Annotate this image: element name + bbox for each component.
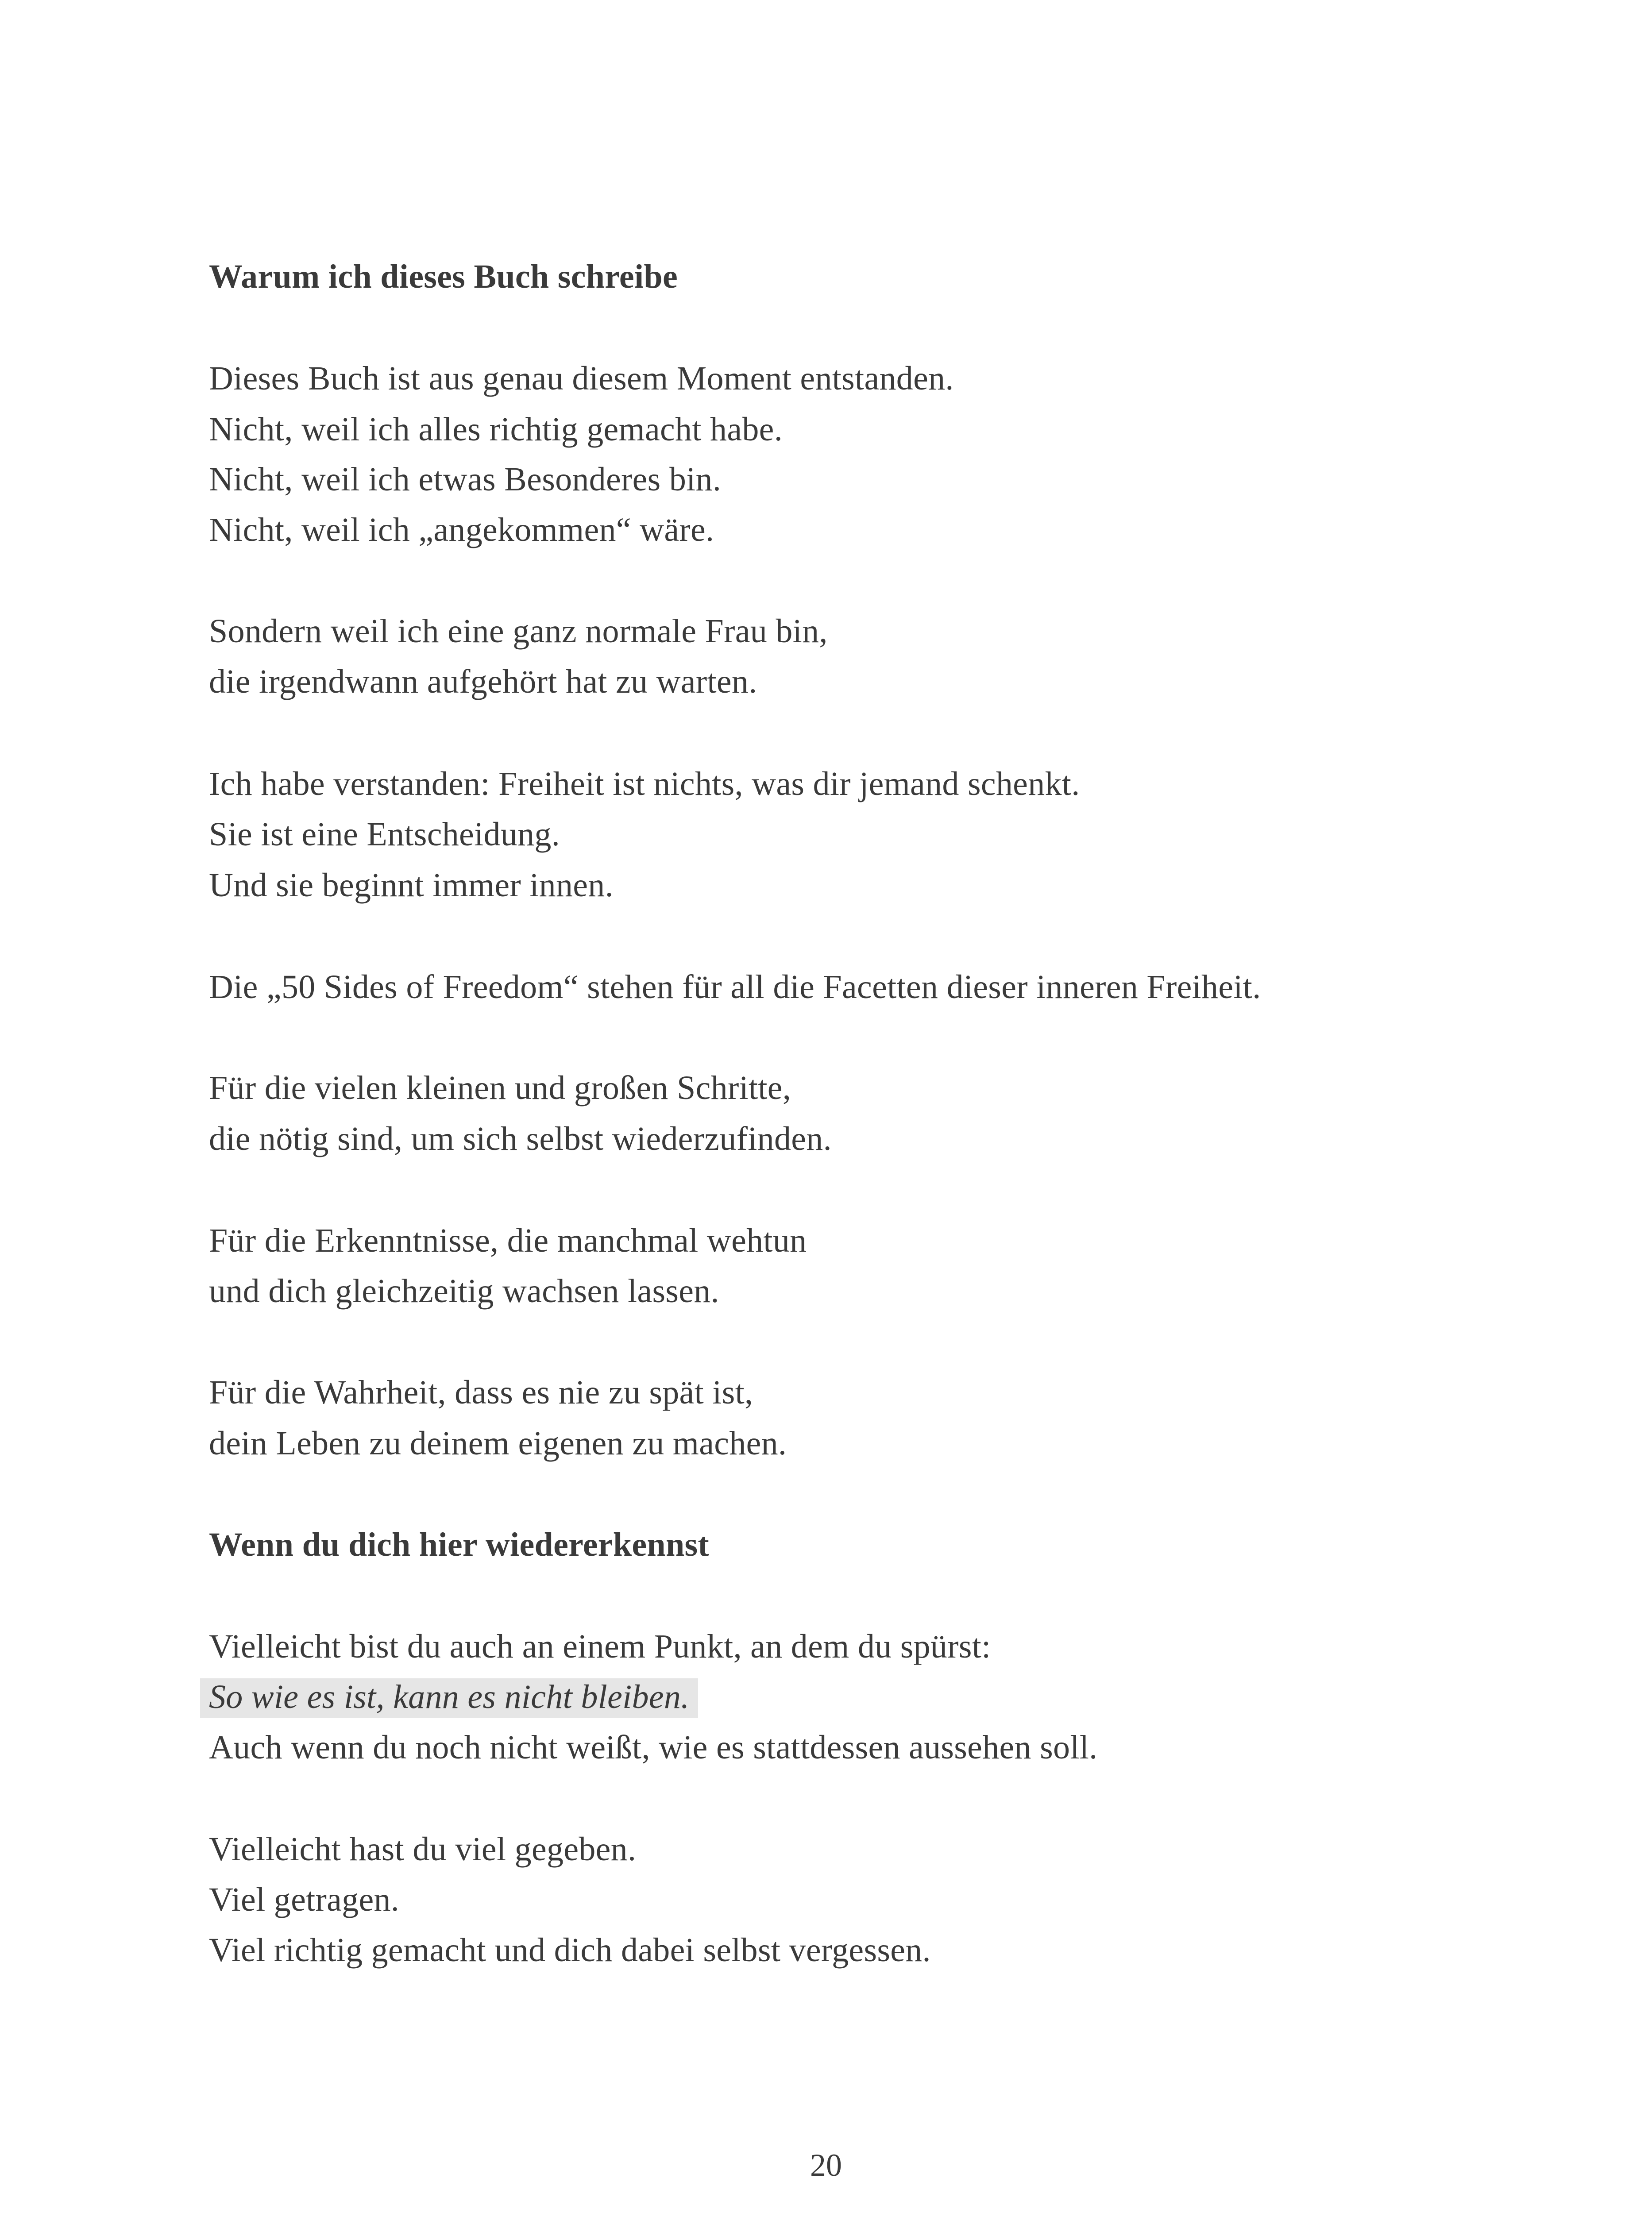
text-line: Und sie beginnt immer innen. xyxy=(209,867,614,904)
text-line: Für die Erkenntnisse, die manchmal wehtun xyxy=(209,1222,807,1259)
text-line: Sondern weil ich eine ganz normale Frau bin, xyxy=(209,613,828,650)
text-line: Viel getragen. xyxy=(209,1881,400,1918)
text-line: Ich habe verstanden: Freiheit ist nichts, was dir jemand schenkt. xyxy=(209,765,1080,802)
text-line: Auch wenn du noch nicht weißt, wie es stattdessen aussehen soll. xyxy=(209,1729,1098,1766)
page-number: 20 xyxy=(810,2147,842,2183)
text-line: Viel richtig gemacht und dich dabei selbst vergessen. xyxy=(209,1932,931,1969)
text-line: und dich gleichzeitig wachsen lassen. xyxy=(209,1272,719,1310)
text-line: Für die vielen kleinen und großen Schritte, xyxy=(209,1069,791,1106)
highlighted-quote: So wie es ist, kann es nicht bleiben. xyxy=(200,1678,698,1718)
text-line: Nicht, weil ich alles richtig gemacht habe. xyxy=(209,411,783,448)
text-line: Die „50 Sides of Freedom“ stehen für all die Facetten dieser inneren Freiheit. xyxy=(209,968,1261,1006)
section-heading: Wenn du dich hier wiedererkennst xyxy=(209,1526,710,1563)
text-line: Dieses Buch ist aus genau diesem Moment entstanden. xyxy=(209,360,954,397)
section-heading: Warum ich dieses Buch schreibe xyxy=(209,258,678,295)
text-line: die nötig sind, um sich selbst wiederzufinden. xyxy=(209,1120,832,1157)
highlighted-line xyxy=(209,1675,698,1719)
text-line: dein Leben zu deinem eigenen zu machen. xyxy=(209,1425,787,1462)
text-line: Für die Wahrheit, dass es nie zu spät ist, xyxy=(209,1374,753,1411)
text-line: Nicht, weil ich etwas Besonderes bin. xyxy=(209,461,722,498)
text-line: Vielleicht bist du auch an einem Punkt, an dem du spürst: xyxy=(209,1628,991,1665)
text-line: die irgendwann aufgehört hat zu warten. xyxy=(209,663,757,700)
text-line: Vielleicht hast du viel gegeben. xyxy=(209,1831,637,1868)
text-line: Nicht, weil ich „angekommen“ wäre. xyxy=(209,511,714,548)
text-line: Sie ist eine Entscheidung. xyxy=(209,816,560,853)
